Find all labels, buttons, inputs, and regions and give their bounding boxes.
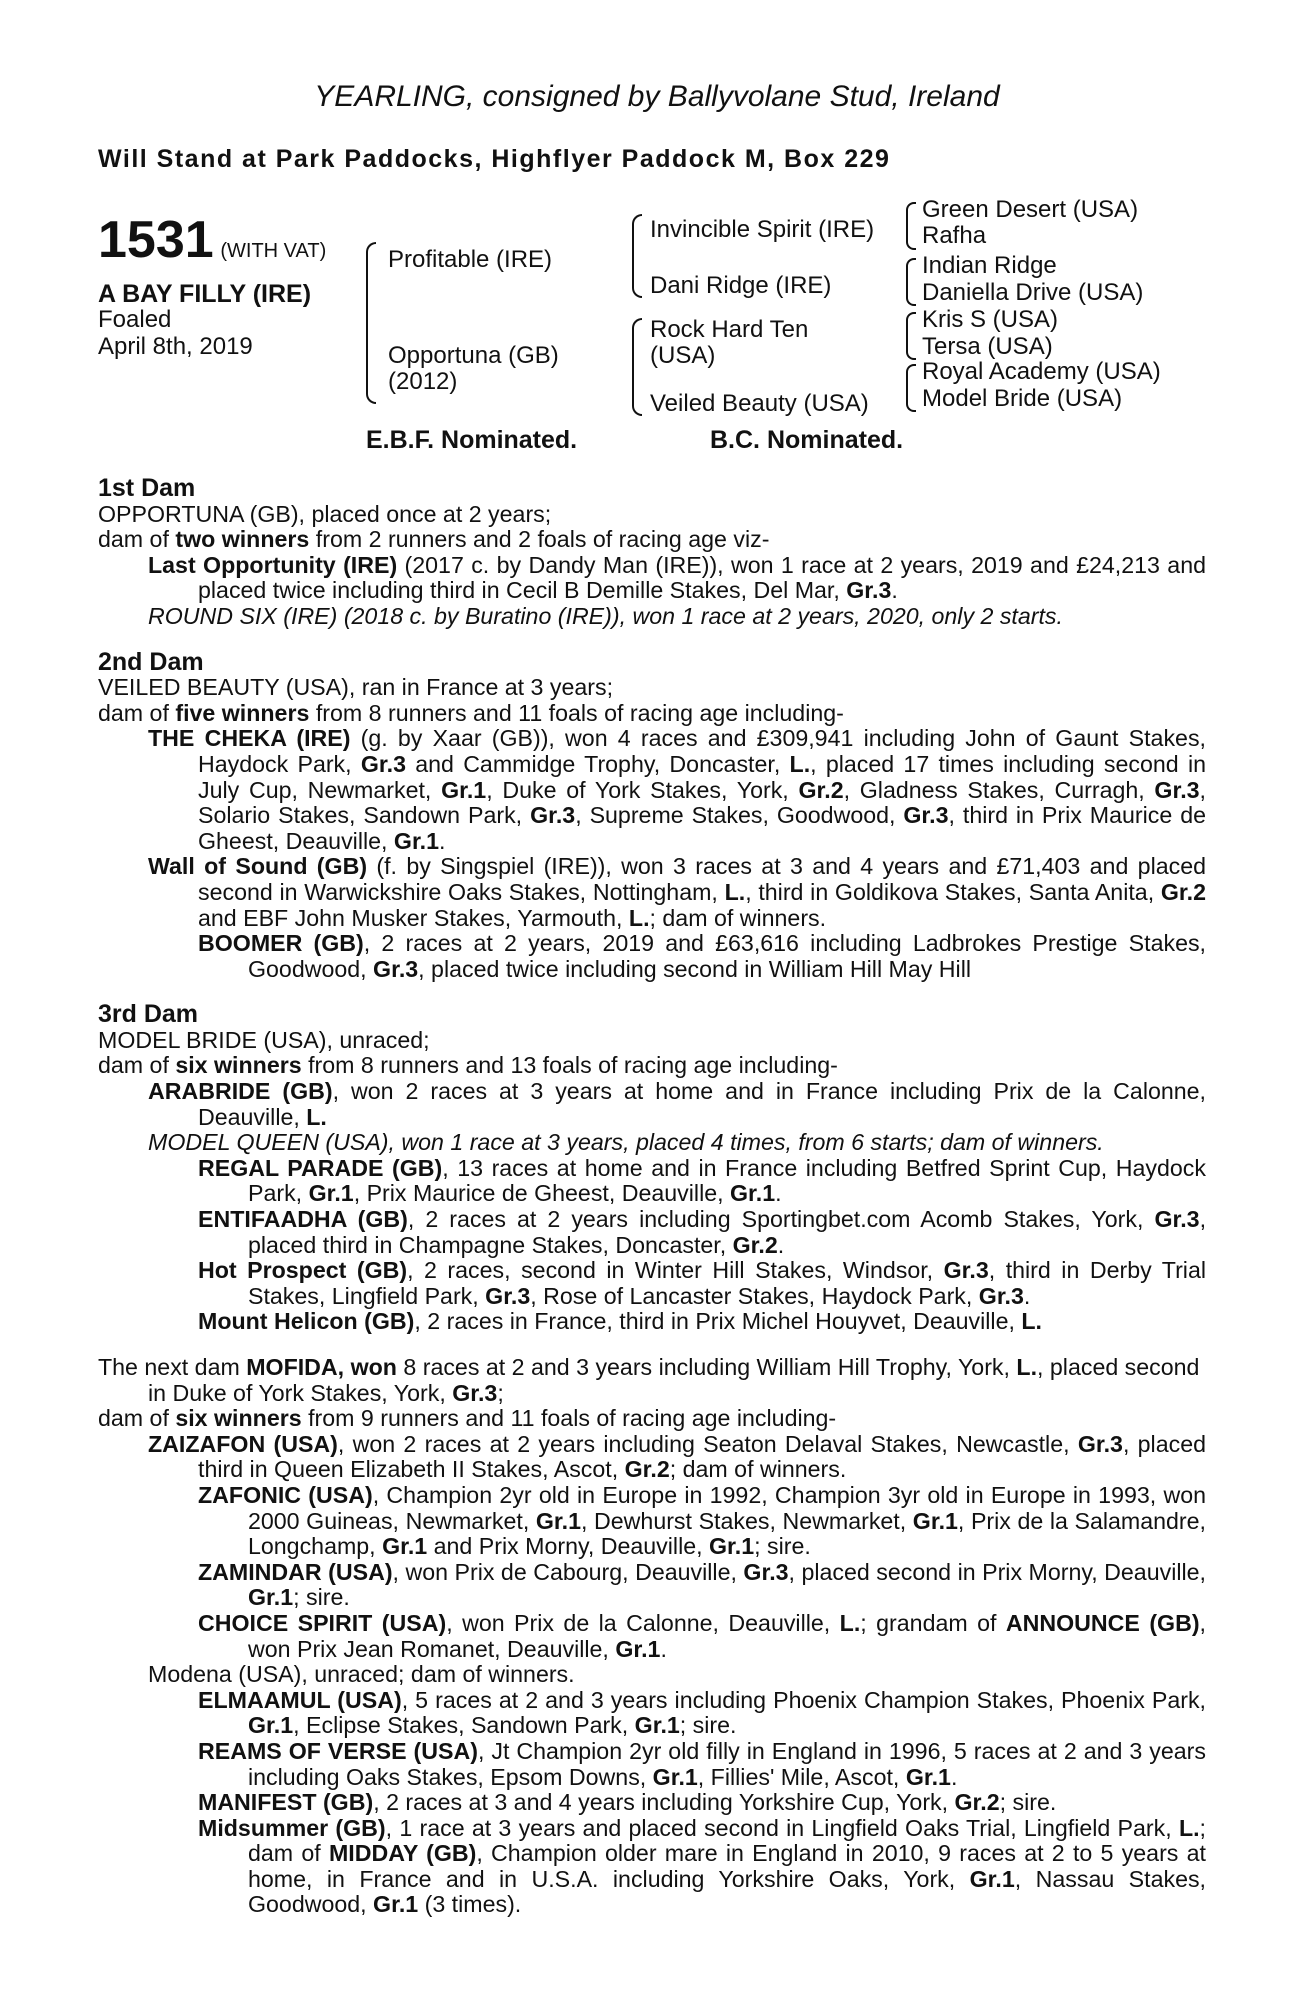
text-span: , placed second in Prix Morny, Deauville, [788, 1558, 1206, 1585]
text-span: , Jt Champion 2yr old filly in England in 1996, 5 races at 2 and 3 years including Oaks Stakes, Epsom Downs, [248, 1737, 1206, 1790]
second-dam-section [98, 647, 1206, 983]
bold-span: L. [628, 904, 650, 931]
text-span: , Fillies' Mile, Ascot, [697, 1763, 906, 1790]
text-span: , Supreme Stakes, Goodwood, [575, 802, 904, 829]
second-dam-heading: 2nd Dam [98, 647, 204, 676]
bold-span: Gr.2 [1160, 878, 1206, 905]
bold-span: Gr.3 [360, 750, 406, 777]
produce-entry [98, 1560, 1206, 1611]
text-span: (2017 c. by Dandy Man (IRE)), won 1 race at 2 years, 2019 and £24,213 and placed twice including third in Cecil B Demille Stakes, Del Mar, [198, 551, 1206, 604]
bold-span: Wall of Sound (GB) [148, 853, 368, 880]
produce-entry [98, 1816, 1206, 1918]
bold-span: Gr.1 [969, 1865, 1015, 1892]
bold-span: ARABRIDE (GB) [148, 1078, 333, 1105]
bold-span: L. [1178, 1814, 1200, 1841]
sds: Indian Ridge [922, 252, 1057, 279]
text-span: , 2 races at 3 and 4 years including Yorkshire Cup, York, [373, 1789, 955, 1816]
produce-entry [98, 1688, 1206, 1739]
bold-span: Gr.3 [485, 1282, 531, 1309]
produce-entry [98, 1483, 1206, 1560]
text-span: from 2 runners and 2 foals of racing age viz- [309, 526, 770, 553]
text-span: , Nassau Stakes, Goodwood, [248, 1865, 1206, 1918]
bold-span: ZAMINDAR (USA) [198, 1558, 393, 1585]
bold-span: L. [1021, 1308, 1042, 1335]
bold-span: MANIFEST (GB) [198, 1789, 374, 1816]
text-span: and Cammidge Trophy, Doncaster, [405, 750, 790, 777]
foaled-label: Foaled [98, 306, 172, 333]
pedigree-brace-dd [906, 364, 916, 412]
bold-span: Gr.1 [248, 1584, 294, 1611]
text-span: (g. by Xaar (GB)), won 4 races and £309,941 including John of Gaunt Stakes, Haydock Park, [198, 725, 1206, 777]
text-span: , 2 races in France, third in Prix Michel Houyvet, Deauville, [414, 1308, 1022, 1335]
text-span: , placed twice including second in William Hill May Hill [418, 955, 972, 982]
bold-span: REAMS OF VERSE (USA) [198, 1737, 478, 1764]
text-span: dam of [98, 1405, 176, 1432]
bold-span: Gr.1 [634, 1712, 680, 1739]
produce-entry [98, 1258, 1206, 1309]
text-span: , Dewhurst Stakes, Newmarket, [581, 1507, 913, 1534]
third-dam-summary [98, 1053, 1206, 1079]
text-span: , Gladness Stakes, Curragh, [843, 776, 1155, 803]
bold-span: six winners [175, 1052, 302, 1079]
text-span: 8 races at 2 and 3 years including William Hill Trophy, York, [396, 1354, 1017, 1380]
produce-entry [98, 1790, 1206, 1816]
text-span: . [777, 1231, 785, 1258]
lot-header [98, 210, 326, 270]
bold-span: Gr.2 [954, 1789, 1000, 1816]
text-span: . [660, 1635, 667, 1662]
text-span: dam of [98, 1052, 176, 1079]
dsd: Tersa (USA) [922, 333, 1053, 360]
pedigree-brace-sire [632, 214, 642, 298]
text-span: , third in Prix Maurice de Gheest, Deauville, [198, 802, 1206, 854]
bold-span: ZAFONIC (USA) [198, 1481, 373, 1508]
text-span: from 8 runners and 13 foals of racing age including- [301, 1052, 838, 1079]
bold-span: BOOMER (GB) [198, 930, 364, 957]
bold-span: Gr.1 [441, 776, 487, 803]
third-dam-heading: 3rd Dam [98, 1000, 199, 1029]
pedigree-brace-sd [906, 258, 916, 306]
pedigree-text [98, 476, 1206, 1918]
third-dam-section [98, 1002, 1206, 1335]
pedigree-brace-ds [906, 312, 916, 360]
bold-span: MOFIDA [246, 1354, 338, 1380]
sdd: Daniella Drive (USA) [922, 279, 1144, 306]
text-span: ; [497, 1379, 504, 1406]
dam-dam: Veiled Beauty (USA) [650, 390, 869, 417]
text-span: (3 times). [418, 1891, 522, 1918]
text-span: , won 2 races at 2 years including Seaton Delaval Stakes, Newcastle, [337, 1430, 1078, 1457]
bold-span: six winners [175, 1405, 302, 1432]
text-span: ; grandam of [860, 1609, 1006, 1636]
bold-span: Midsummer (GB) [198, 1814, 386, 1841]
pedigree-brace-ss [906, 202, 916, 250]
bold-span: Last Opportunity (IRE) [148, 551, 398, 578]
bold-span: Gr.1 [905, 1763, 951, 1790]
vat-note: (WITH VAT) [220, 240, 327, 262]
third-dam-line: MODEL BRIDE (USA), unraced; [98, 1026, 430, 1053]
dam-sire-line-2: (USA) [650, 342, 716, 369]
bold-span: Gr.3 [373, 955, 419, 982]
produce-entry [98, 726, 1206, 854]
bold-span: L. [789, 750, 811, 777]
text-span: , 1 race at 3 years and placed second in Lingfield Oaks Trial, Lingfield Park, [385, 1814, 1179, 1841]
text-span: , Champion older mare in England in 2010, 9 races at 2 to 5 years at home, in France and in U.S.A. including Yorkshire Oaks, York, [248, 1840, 1206, 1892]
text-span: and EBF John Musker Stakes, Yarmouth, [198, 904, 629, 931]
next-dam-section [98, 1355, 1206, 1918]
dss: Kris S (USA) [922, 306, 1059, 333]
bold-span: Gr.3 [743, 1558, 789, 1585]
bold-span: , [337, 1354, 351, 1380]
ddd: Model Bride (USA) [922, 385, 1123, 412]
bold-span: Gr.1 [393, 827, 440, 854]
text-span: . [950, 1763, 958, 1790]
lot-number: 1531 [98, 211, 214, 269]
text-span: , Rose of Lancaster Stakes, Haydock Park, [530, 1282, 979, 1309]
text-span: , 2 races at 2 years, 2019 and £63,616 including Ladbrokes Prestige Stakes, Goodwood, [248, 930, 1206, 982]
bold-span: Gr.3 [846, 577, 892, 604]
bold-span: Gr.3 [978, 1282, 1024, 1309]
bold-span: Gr.1 [373, 1891, 419, 1918]
second-dam-summary [98, 701, 1206, 727]
text-span: , won Prix de Cabourg, Deauville, [392, 1558, 744, 1585]
text-span: , won 2 races at 3 years at home and in France including Prix de la Calonne, Deauville, [198, 1078, 1206, 1130]
bold-span: Mount Helicon (GB) [198, 1308, 415, 1335]
next-dam-line [98, 1355, 1206, 1406]
text-span: , placed third in Champagne Stakes, Doncaster, [248, 1206, 1207, 1258]
bold-span: Gr.1 [382, 1533, 428, 1560]
bold-span: ZAIZAFON (USA) [148, 1430, 338, 1457]
text-span: . [891, 577, 898, 604]
text-span: , won Prix Jean Romanet, Deauville, [248, 1609, 1206, 1662]
bold-span: THE CHEKA (IRE) [148, 725, 351, 752]
first-dam-summary [98, 527, 1206, 553]
bold-span: Gr.1 [709, 1533, 755, 1560]
produce-entry [98, 1611, 1206, 1662]
bold-span: Gr.1 [535, 1507, 581, 1534]
text-span: from 9 runners and 11 foals of racing age including- [301, 1405, 837, 1432]
bold-span: L. [724, 878, 746, 905]
produce-entry [98, 1156, 1206, 1207]
bold-span: Gr.3 [1077, 1430, 1123, 1457]
bold-span: won [350, 1354, 397, 1380]
bold-span: Hot Prospect (GB) [198, 1257, 408, 1284]
text-span: (f. by Singspiel (IRE)), won 3 races at 3 and 4 years and £71,403 and placed second in Warwickshire Oaks Stakes, Nottingham, [198, 853, 1206, 905]
produce-entry [98, 1207, 1206, 1258]
text-span: , placed second in Duke of York Stakes, York, [148, 1354, 1200, 1406]
text-span: . [439, 827, 446, 854]
ssd: Rafha [922, 222, 987, 249]
foaled-date: April 8th, 2019 [98, 333, 253, 360]
bold-span: L. [839, 1609, 861, 1636]
bold-span: Gr.3 [943, 1257, 989, 1284]
bold-span: Gr.2 [624, 1456, 670, 1483]
produce-entry [98, 553, 1206, 604]
text-span: ; dam of [248, 1814, 1206, 1867]
sire: Profitable (IRE) [388, 246, 553, 273]
dam-sire-line-1: Rock Hard Ten [650, 316, 809, 343]
text-span: , placed third in Queen Elizabeth II Stakes, Ascot, [198, 1430, 1206, 1483]
text-span: , Prix de la Salamandre, Longchamp, [248, 1507, 1206, 1560]
text-span: , 2 races, second in Winter Hill Stakes, Windsor, [407, 1257, 944, 1284]
text-span: ; sire. [754, 1533, 811, 1560]
dam-line-2: (2012) [388, 368, 458, 395]
bold-span: REGAL PARADE (GB) [198, 1154, 443, 1181]
bold-span: Gr.1 [912, 1507, 958, 1534]
bc-nominated: B.C. Nominated. [710, 426, 904, 454]
first-dam-line: OPPORTUNA (GB), placed once at 2 years; [98, 500, 552, 527]
bold-span: Gr.3 [1154, 1206, 1200, 1233]
bold-span: CHOICE SPIRIT (USA) [198, 1609, 447, 1636]
text-span: , Solario Stakes, Sandown Park, [198, 776, 1206, 829]
text-span: . [775, 1180, 782, 1207]
produce-entry [98, 1309, 1206, 1335]
first-dam-heading: 1st Dam [98, 474, 196, 502]
sire-dam: Dani Ridge (IRE) [650, 272, 832, 299]
ebf-nominated: E.B.F. Nominated. [366, 426, 578, 454]
text-span: , Champion 2yr old in Europe in 1992, Champion 3yr old in Europe in 1993, won 2000 Guineas, Newmarket, [248, 1481, 1206, 1534]
text-span: dam of [98, 526, 176, 553]
bold-span: Gr.1 [615, 1635, 661, 1662]
bold-span: ANNOUNCE (GB) [1005, 1609, 1200, 1636]
sss: Green Desert (USA) [922, 196, 1139, 223]
text-span: , Duke of York Stakes, York, [486, 776, 799, 803]
text-span: ; sire. [293, 1584, 350, 1611]
bold-span: Gr.2 [798, 776, 844, 803]
text-span: ; dam of winners. [649, 904, 827, 931]
text-span: , Prix Maurice de Gheest, Deauville, [353, 1180, 730, 1207]
text-span: ; sire. [999, 1789, 1057, 1816]
text-span: ; dam of winners. [669, 1456, 847, 1483]
bold-span: two winners [175, 526, 310, 553]
bold-span: Gr.3 [903, 802, 949, 829]
horse-name: A BAY FILLY (IRE) [98, 280, 312, 308]
dam-line-1: Opportuna (GB) [388, 342, 559, 369]
produce-entry [98, 931, 1206, 982]
text-span: , 13 races at home and in France including Betfred Sprint Cup, Haydock Park, [248, 1154, 1206, 1207]
dds: Royal Academy (USA) [922, 358, 1161, 385]
text-span: , third in Derby Trial Stakes, Lingfield Park, [248, 1257, 1207, 1309]
text-span: , third in Goldikova Stakes, Santa Anita, [745, 878, 1161, 905]
text-span: . [1023, 1282, 1031, 1309]
bold-span: ENTIFAADHA (GB) [198, 1206, 408, 1233]
text-span: , 2 races at 2 years including Sportingbet.com Acomb Stakes, York, [407, 1206, 1155, 1233]
pedigree-block [98, 196, 1238, 454]
text-span: , 5 races at 2 and 3 years including Phoenix Champion Stakes, Phoenix Park, [401, 1686, 1206, 1713]
bold-span: Gr.3 [1154, 776, 1200, 803]
sire-sire: Invincible Spirit (IRE) [650, 216, 875, 243]
text-span: , placed 17 times including second in July Cup, Newmarket, [198, 750, 1206, 803]
bold-span: Gr.1 [652, 1763, 698, 1790]
bold-span: MIDDAY (GB) [328, 1840, 477, 1867]
consignment-line: YEARLING, consigned by Ballyvolane Stud, Ireland [314, 80, 1000, 113]
second-dam-line: VEILED BEAUTY (USA), ran in France at 3 years; [98, 674, 614, 701]
produce-entry [98, 854, 1206, 931]
bold-span: ELMAAMUL (USA) [198, 1686, 402, 1713]
produce-entry [98, 1079, 1206, 1130]
next-dam-summary [98, 1406, 1206, 1432]
produce-entry [98, 1739, 1206, 1790]
produce-entry: Modena (USA), unraced; dam of winners. [148, 1661, 575, 1688]
stand-location: Will Stand at Park Paddocks, Highflyer Paddock M, Box 229 [98, 145, 891, 173]
text-span: , Eclipse Stakes, Sandown Park, [293, 1712, 635, 1739]
bold-span: Gr.3 [452, 1379, 498, 1406]
text-span: and Prix Morny, Deauville, [427, 1533, 709, 1560]
text-span: , won Prix de la Calonne, Deauville, [446, 1609, 840, 1636]
produce-entry [98, 1432, 1206, 1483]
bold-span: Gr.1 [248, 1712, 294, 1739]
bold-span: Gr.1 [308, 1180, 354, 1207]
bold-span: L. [1016, 1354, 1038, 1380]
text-span: from 8 runners and 11 foals of racing age including- [309, 699, 844, 726]
pedigree-brace-main [366, 242, 376, 404]
bold-span: L. [306, 1103, 327, 1130]
produce-entry: MODEL QUEEN (USA), won 1 race at 3 years, placed 4 times, from 6 starts; dam of winners. [148, 1129, 1104, 1156]
bold-span: Gr.2 [732, 1231, 778, 1258]
text-span: dam of [98, 699, 176, 726]
pedigree-brace-dam [632, 318, 642, 416]
bold-span: five winners [175, 699, 310, 726]
bold-span: Gr.1 [730, 1180, 776, 1207]
text-span: The next dam [98, 1354, 247, 1380]
first-dam-section [98, 476, 1206, 630]
produce-entry: ROUND SIX (IRE) (2018 c. by Buratino (IRE)), won 1 race at 2 years, 2020, only 2 starts. [148, 602, 1063, 629]
bold-span: Gr.3 [530, 802, 576, 829]
text-span: ; sire. [679, 1712, 737, 1739]
